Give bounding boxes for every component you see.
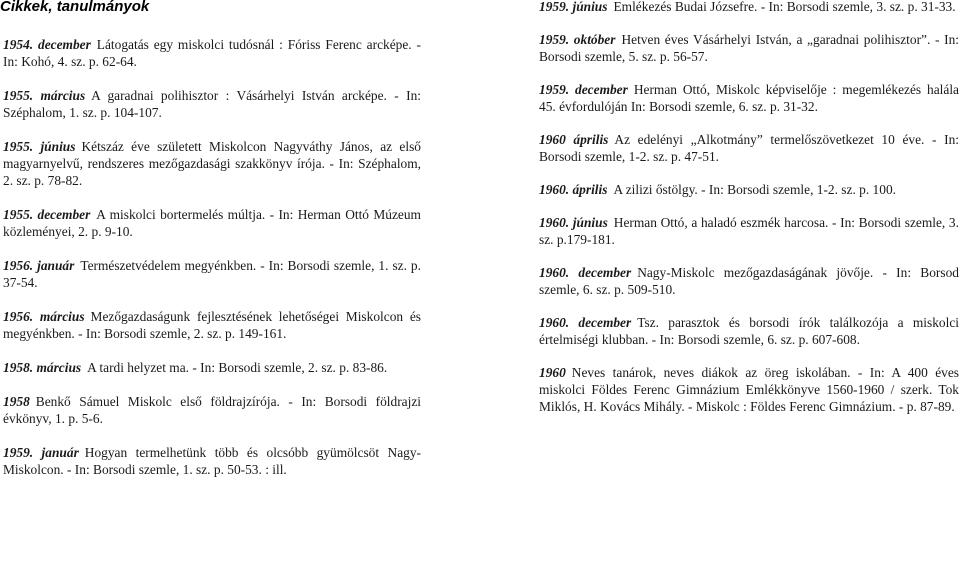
bibliography-entry (539, 131, 959, 165)
bibliography-entry (3, 444, 421, 478)
entry-date: 1960. április (539, 182, 608, 197)
entry-date: 1955. december (3, 207, 91, 222)
bibliography-entry (3, 36, 421, 70)
entry-text: Tsz. parasztok és borsodi írók találkozója a miskolci értelmiségi klubban. - In: Borsodi szemle, 6. sz. p. 607-608. (539, 315, 959, 347)
entry-text: Nagy-Miskolc mezőgazdaságának jövője. - In: Borsod szemle, 6. sz. p. 509-510. (539, 265, 959, 297)
bibliography-entry (3, 87, 421, 121)
entry-date: 1959. október (539, 32, 616, 47)
entry-text: A miskolci bortermelés múltja. - In: Herman Ottó Múzeum közleményei, 2. p. 9-10. (3, 207, 421, 239)
entry-text: Benkő Sámuel Miskolc első földrajzírója. - In: Borsodi földrajzi évkönyv, 1. p. 5-6. (3, 394, 421, 426)
bibliography-entry (539, 364, 959, 415)
entry-date: 1959. december (539, 82, 628, 97)
bibliography-entry (539, 181, 959, 198)
entry-date: 1960. június (539, 215, 608, 230)
left-column (3, 36, 421, 495)
bibliography-entry (3, 308, 421, 342)
entry-text: Mezőgazdaságunk fejlesztésének lehetőségei Miskolcon és megyénkben. - In: Borsodi szemle, 2. sz. p. 149-161. (3, 309, 421, 341)
entry-text: A zilizi őstölgy. - In: Borsodi szemle, 1-2. sz. p. 100. (613, 182, 896, 197)
entry-date: 1960. december (539, 315, 632, 330)
entry-text: Hogyan termelhetünk több és olcsóbb gyümölcsöt Nagy-Miskolcon. - In: Borsodi szemle, 1. sz. p. 50-53. : ill. (3, 445, 421, 477)
entry-date: 1960. december (539, 265, 632, 280)
entry-text: Herman Ottó, Miskolc képviselője : megemlékezés halála 45. évfordulóján In: Borsodi szemle, 6. sz. p. 31-32. (539, 82, 959, 114)
bibliography-entry (3, 138, 421, 189)
entry-date: 1959. január (3, 445, 79, 460)
entry-text: A garadnai polihisztor : Vásárhelyi István arcképe. - In: Széphalom, 1. sz. p. 104-107. (3, 88, 421, 120)
entry-text: Neves tanárok, neves diákok az öreg iskolában. - In: A 400 éves miskolci Földes Ferenc Gimnázium Emlékkönyve 1560-1960 / szerk. Tok Miklós, H. Kovács Mihály. - Miskolc : Földes Ferenc Gimnázium. - p. 87-89. (539, 365, 959, 414)
entry-date: 1956. március (3, 309, 85, 324)
entry-text: A tardi helyzet ma. - In: Borsodi szemle, 2. sz. p. 83-86. (87, 360, 388, 375)
entry-date: 1954. december (3, 37, 91, 52)
entry-text: Kétszáz éve született Miskolcon Nagyváthy János, az első magyarnyelvű, rendszeres mezőgazdasági szakkönyv írója. - In: Széphalom, 2. sz. p. 78-82. (3, 139, 421, 188)
bibliography-entry (539, 0, 959, 15)
bibliography-entry (3, 359, 421, 376)
entry-text: Látogatás egy miskolci tudósnál : Fóriss Ferenc arcképe. - In: Kohó, 4. sz. p. 62-64. (3, 37, 421, 69)
section-title: Cikkek, tanulmányok (0, 0, 150, 15)
bibliography-entry (539, 214, 959, 248)
entry-date: 1956. január (3, 258, 75, 273)
bibliography-entry (539, 81, 959, 115)
entry-text: Herman Ottó, a haladó eszmék harcosa. - In: Borsodi szemle, 3. sz. p.179-181. (539, 215, 959, 247)
bibliography-entry (3, 393, 421, 427)
right-column (539, 0, 959, 431)
entry-date: 1955. március (3, 88, 86, 103)
entry-text: Emlékezés Budai Józsefre. - In: Borsodi szemle, 3. sz. p. 31-33. (613, 0, 956, 14)
entry-date: 1960 április (539, 132, 609, 147)
bibliography-entry (539, 314, 959, 348)
entry-text: Hetven éves Vásárhelyi István, a „garadnai polihisztor”. - In: Borsodi szemle, 5. sz. p. 56-57. (539, 32, 959, 64)
entry-text: Az edelényi „Alkotmány” termelőszövetkezet 10 éve. - In: Borsodi szemle, 1-2. sz. p. 47-51. (539, 132, 959, 164)
entry-date: 1960 (539, 365, 566, 380)
bibliography-entry (3, 257, 421, 291)
entry-date: 1959. június (539, 0, 608, 14)
bibliography-entry (539, 31, 959, 65)
bibliography-entry (3, 206, 421, 240)
entry-date: 1955. június (3, 139, 76, 154)
bibliography-entry (539, 264, 959, 298)
entry-date: 1958. március (3, 360, 82, 375)
entry-text: Természetvédelem megyénkben. - In: Borsodi szemle, 1. sz. p. 37-54. (3, 258, 421, 290)
entry-date: 1958 (3, 394, 30, 409)
